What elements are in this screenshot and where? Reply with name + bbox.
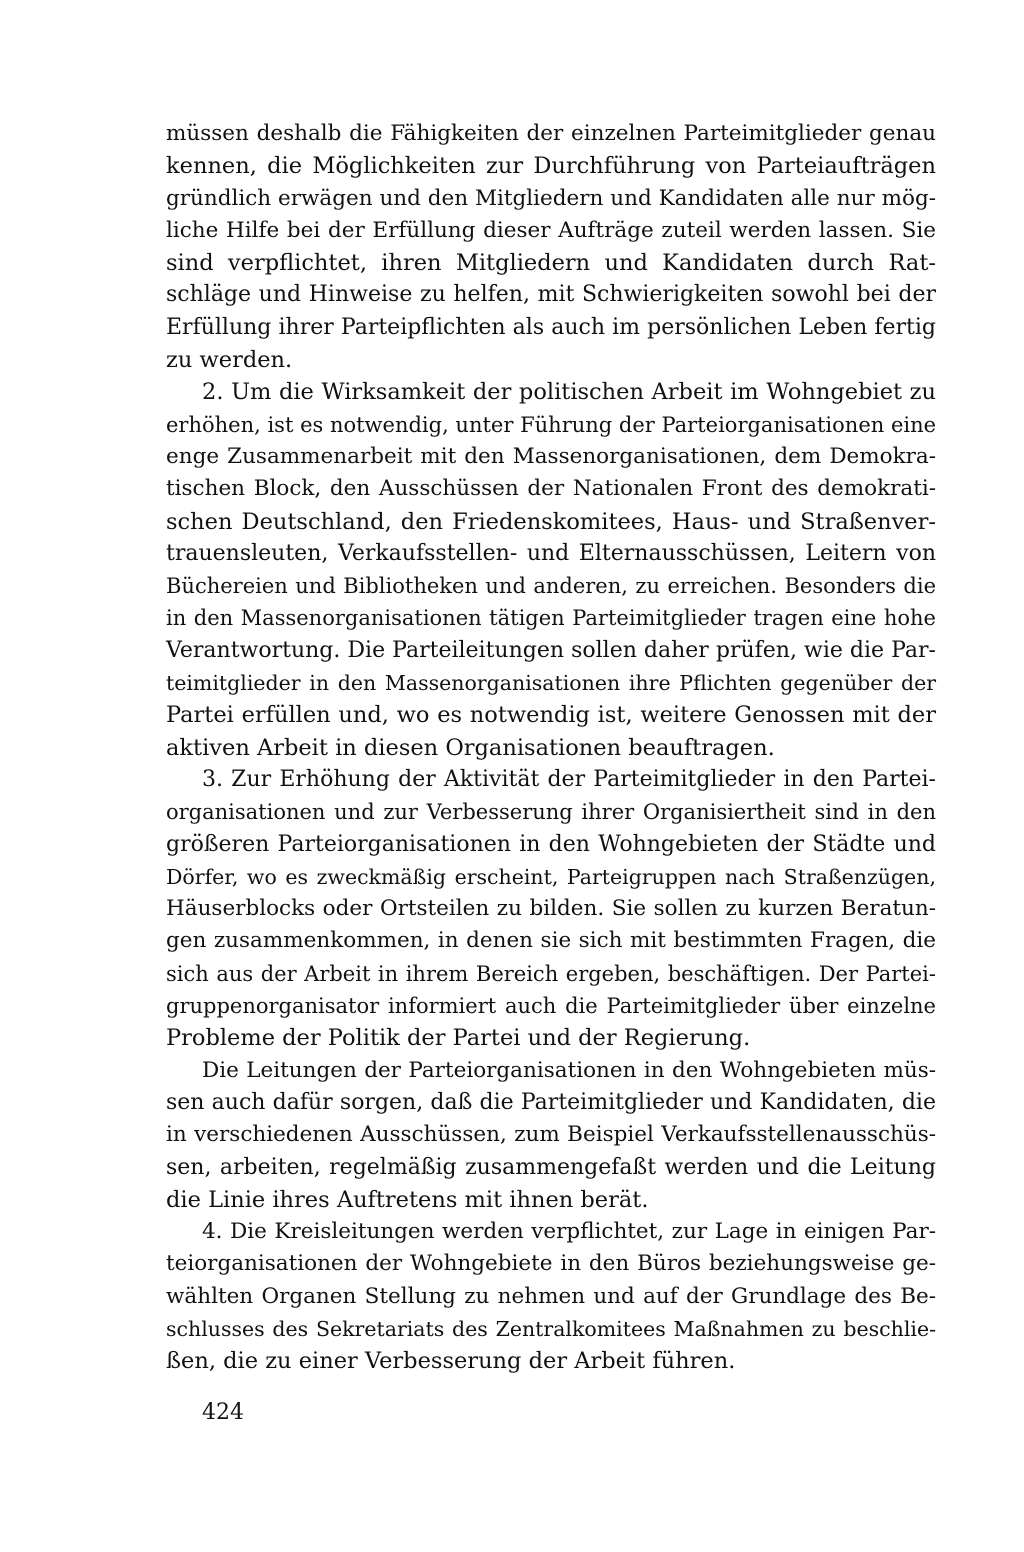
text-line: gründlich erwägen und den Mitgliedern und Kandidaten alle nur mög- bbox=[166, 185, 936, 211]
paragraph bbox=[166, 1216, 936, 1377]
text-line: teiorganisationen der Wohngebiete in den Büros beziehungsweise ge- bbox=[166, 1251, 936, 1277]
text-line: in verschiedenen Ausschüssen, zum Beispiel Verkaufsstellenausschüs- bbox=[166, 1122, 936, 1148]
text-line: in den Massenorganisationen tätigen Parteimitglieder tragen eine hohe bbox=[166, 606, 936, 631]
text-line: Partei erfüllen und, wo es notwendig ist, weitere Genossen mit der bbox=[166, 702, 936, 729]
text-line: Dörfer, wo es zweckmäßig erscheint, Parteigruppen nach Straßenzügen, bbox=[166, 864, 936, 889]
text-line: 4. Die Kreisleitungen werden verpflichtet, zur Lage in einigen Par- bbox=[202, 1219, 936, 1245]
text-line: müssen deshalb die Fähigkeiten der einzelnen Parteimitglieder genau bbox=[166, 121, 936, 146]
text-line: die Linie ihres Auftretens mit ihnen berät. bbox=[166, 1186, 649, 1213]
text-line: enge Zusammenarbeit mit den Massenorganisationen, dem Demokra- bbox=[166, 443, 936, 469]
text-line: Verantwortung. Die Parteileitungen sollen daher prüfen, wie die Par- bbox=[166, 637, 936, 663]
text-line: sich aus der Arbeit in ihrem Bereich ergeben, beschäftigen. Der Partei- bbox=[166, 961, 936, 986]
text-line: gen zusammenkommen, in denen sie sich mit bestimmten Fragen, die bbox=[166, 928, 936, 954]
text-line: sen, arbeiten, regelmäßig zusammengefaßt werden und die Leitung bbox=[166, 1154, 936, 1180]
text-line: tischen Block, den Ausschüssen der Nationalen Front des demokrati- bbox=[166, 476, 936, 502]
text-line: Probleme der Politik der Partei und der Regierung. bbox=[166, 1025, 751, 1052]
text-line: teimitglieder in den Massenorganisationen ihre Pflichten gegenüber der bbox=[166, 671, 936, 696]
text-line: Büchereien und Bibliotheken und anderen, zu erreichen. Besonders die bbox=[166, 574, 936, 599]
text-line: organisationen und zur Verbesserung ihrer Organisiertheit sind in den bbox=[166, 800, 936, 825]
text-line: liche Hilfe bei der Erfüllung dieser Aufträge zuteil werden lassen. Sie bbox=[166, 217, 936, 243]
paragraph bbox=[166, 764, 936, 1055]
text-line: 2. Um die Wirksamkeit der politischen Arbeit im Wohngebiet zu bbox=[202, 379, 936, 406]
text-line: schläge und Hinweise zu helfen, mit Schwierigkeiten sowohl bei der bbox=[166, 282, 936, 308]
text-line: schen Deutschland, den Friedenskomitees, Haus- und Straßenver- bbox=[166, 508, 936, 535]
text-line: aktiven Arbeit in diesen Organisationen beauftragen. bbox=[166, 734, 775, 761]
page-number: 424 bbox=[202, 1400, 244, 1425]
text-line: sen auch dafür sorgen, daß die Parteimitglieder und Kandidaten, die bbox=[166, 1089, 936, 1115]
text-line: sind verpflichtet, ihren Mitgliedern und Kandidaten durch Rat- bbox=[166, 250, 936, 277]
text-line: schlusses des Sekretariats des Zentralkomitees Maßnahmen zu beschlie- bbox=[166, 1316, 936, 1341]
text-line: Erfüllung ihrer Parteipflichten als auch im persönlichen Leben fertig bbox=[166, 314, 936, 340]
text-line: gruppenorganisator informiert auch die Parteimitglieder über einzelne bbox=[166, 994, 936, 1019]
text-line: zu werden. bbox=[166, 347, 293, 374]
paragraph bbox=[166, 376, 936, 764]
body-text bbox=[166, 118, 936, 1378]
text-line: ßen, die zu einer Verbesserung der Arbeit führen. bbox=[166, 1348, 736, 1375]
text-line: trauensleuten, Verkaufsstellen- und Elternausschüssen, Leitern von bbox=[166, 540, 936, 566]
paragraph bbox=[166, 1055, 936, 1216]
text-line: wählten Organen Stellung zu nehmen und auf der Grundlage des Be- bbox=[166, 1283, 936, 1309]
text-line: größeren Parteiorganisationen in den Wohngebieten der Städte und bbox=[166, 831, 936, 857]
text-line: kennen, die Möglichkeiten zur Durchführung von Parteiaufträgen bbox=[166, 153, 936, 180]
text-line: Häuserblocks oder Ortsteilen zu bilden. Sie sollen zu kurzen Beratun- bbox=[166, 896, 936, 922]
paragraph bbox=[166, 118, 936, 376]
text-line: erhöhen, ist es notwendig, unter Führung der Parteiorganisationen eine bbox=[166, 412, 937, 437]
text-line: Die Leitungen der Parteiorganisationen in den Wohngebieten müs- bbox=[202, 1057, 936, 1083]
text-line: 3. Zur Erhöhung der Aktivität der Parteimitglieder in den Partei- bbox=[202, 766, 936, 792]
